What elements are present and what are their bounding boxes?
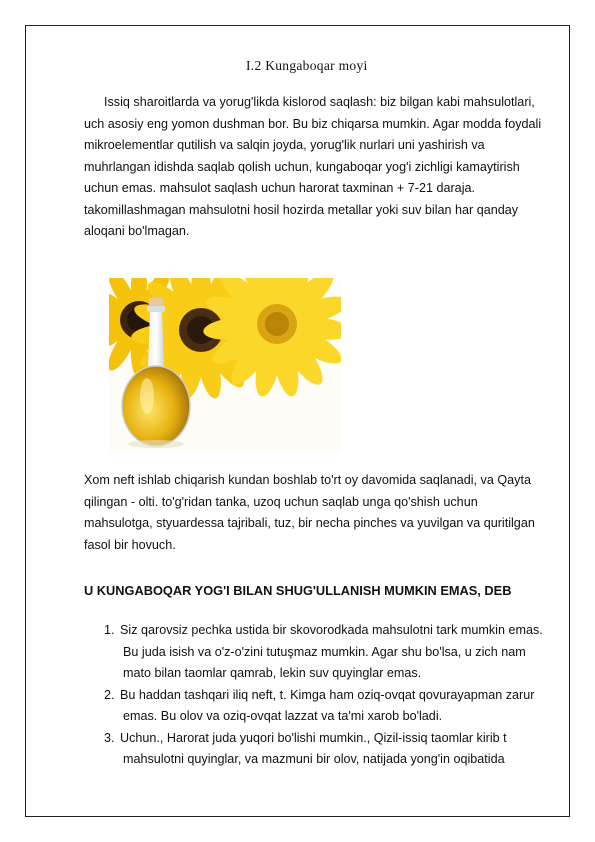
list-line: Bu haddan tashqari iliq neft, t. Kimga ham oziq-ovqat qovurayapman zarur — [120, 687, 535, 702]
list-item — [84, 685, 554, 728]
section-heading: U KUNGABOQAR YOG'I BILAN SHUG'ULLANISH MUMKIN EMAS, DEB — [84, 583, 512, 598]
paragraph-line: Issiq sharoitlarda va yorug'likda kislorod saqlash: biz bilgan kabi mahsulotlari, — [104, 95, 535, 109]
list-number: 2. — [104, 687, 115, 702]
paragraph-line: takomillashmagan mahsulotni hosil hozirda metallar yoki suv bilan har qanday — [84, 202, 519, 217]
list-item — [84, 620, 554, 685]
paragraph-line: mikroelementlar qutilish va salqin joyda, yorug'lik nurlari uni yashirish va — [84, 138, 485, 152]
paragraph-line: fasol bir hovuch. — [84, 537, 176, 552]
page-title: I.2 Kungaboqar moyi — [246, 58, 368, 73]
list-line: mato bilan taomlar qamrab, lekin suv quyinglar emas. — [123, 666, 422, 680]
paragraph-line: uchun emas. mahsulot saqlash uchun harorat taxminan + 7-21 daraja. — [84, 181, 475, 195]
paragraph-line: Xom neft ishlab chiqarish kundan boshlab to'rt oy davomida saqlanadi, va Qayta — [84, 473, 531, 487]
list-line: mahsulotni quyinglar, va mazmuni bir olov, natijada yong'in oqibatida — [123, 752, 505, 766]
paragraph-line: uch asosiy eng yomon dushman bor. Bu biz chiqarsa mumkin. Agar modda foydali — [84, 116, 542, 131]
list-line: emas. Bu olov va oziq-ovqat lazzat va ta'mi xarob bo'ladi. — [123, 709, 443, 723]
paragraph-line: mahsulotga, styuardessa tajribali, tuz, bir necha pinches va yuvilgan va quritilgan — [84, 516, 535, 530]
list-number: 1. — [104, 623, 115, 637]
list-number: 3. — [104, 730, 115, 745]
list-line: Bu juda isish va o'z-o'zini tutuşmaz mumkin. Agar shu bo'lsa, u zich nam — [123, 644, 526, 659]
paragraph-line: qilingan - olti. to'g'ridan tanka, uzoq uchun saqlab unga qo'shish uchun — [84, 494, 478, 509]
paragraph-line: aloqani bo'lmagan. — [84, 224, 190, 238]
paragraph-line: muhrlangan idishda saqlab qolish uchun, kungaboqar yog'i zichligi kamaytirish — [84, 159, 520, 174]
list-item — [84, 728, 554, 771]
sunflower-oil-image — [109, 278, 341, 452]
list-line: Uchun., Harorat juda yuqori bo'lishi mumkin., Qizil-issiq taomlar kirib t — [120, 730, 507, 745]
paragraph-shelf-life — [84, 470, 554, 556]
paragraph-storage — [84, 92, 554, 243]
warnings-list — [84, 620, 554, 771]
list-line: Siz qarovsiz pechka ustida bir skovorodkada mahsulotni tark mumkin emas. — [120, 623, 543, 637]
